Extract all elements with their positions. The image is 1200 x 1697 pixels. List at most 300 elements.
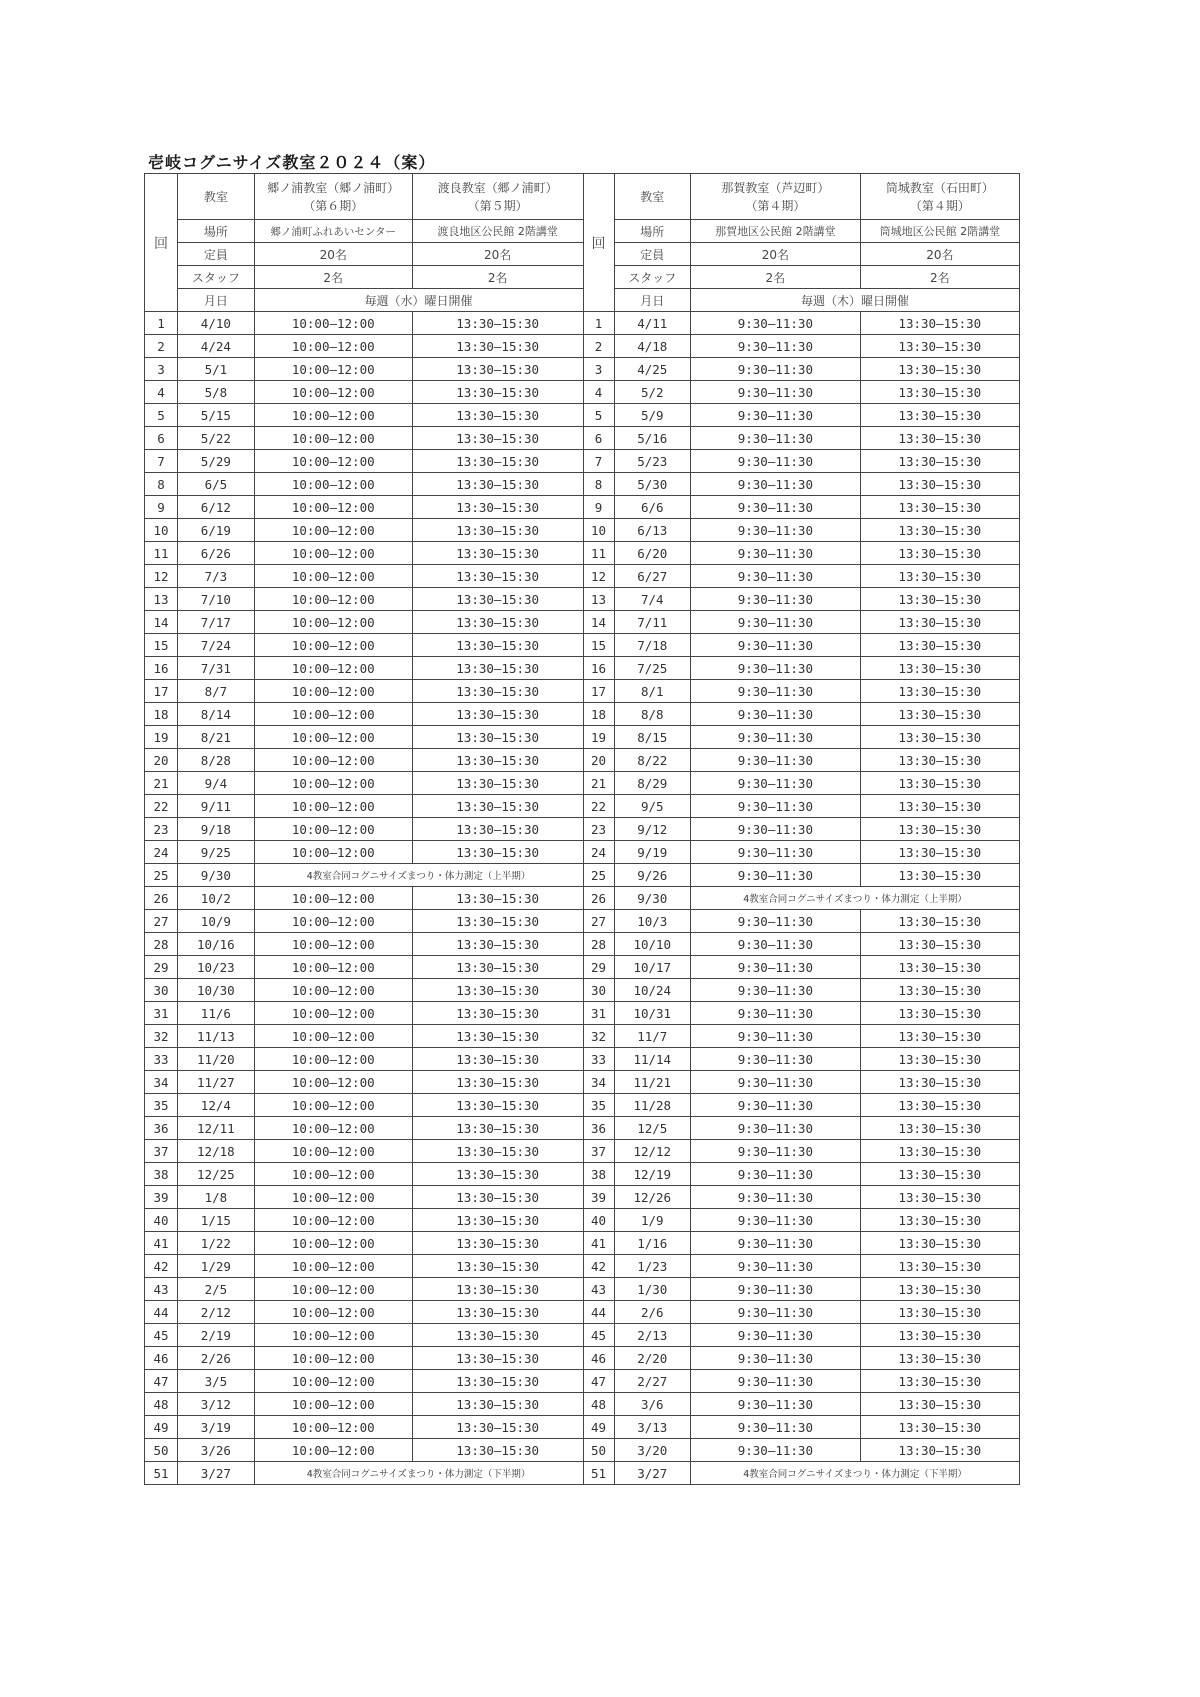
left-session-number: 48	[145, 1393, 178, 1416]
schedule-row	[145, 404, 1020, 427]
left-session-date: 3/5	[178, 1370, 255, 1393]
schedule-row	[145, 565, 1020, 588]
left-time-class-1: 10:00–12:00	[254, 1278, 412, 1301]
left-time-class-1: 10:00–12:00	[254, 1071, 412, 1094]
left-session-date: 12/4	[178, 1094, 255, 1117]
schedule-row	[145, 312, 1020, 335]
right-time-class-1: 9:30–11:30	[691, 818, 861, 841]
right-session-number: 41	[583, 1232, 614, 1255]
schedule-row	[145, 1324, 1020, 1347]
right-time-class-2: 13:30–15:30	[860, 680, 1019, 703]
right-session-number: 8	[583, 473, 614, 496]
left-session-number: 3	[145, 358, 178, 381]
left-session-date: 4/24	[178, 335, 255, 358]
right-session-number: 40	[583, 1209, 614, 1232]
schedule-row	[145, 1002, 1020, 1025]
right-session-number: 17	[583, 680, 614, 703]
right-session-date: 7/11	[614, 611, 691, 634]
right-session-date: 11/14	[614, 1048, 691, 1071]
header-row-date	[145, 289, 1020, 312]
right-session-date: 3/6	[614, 1393, 691, 1416]
left-session-date: 10/23	[178, 956, 255, 979]
right-session-number: 18	[583, 703, 614, 726]
left-time-class-1: 10:00–12:00	[254, 1094, 412, 1117]
left-session-date: 7/31	[178, 657, 255, 680]
right-session-number: 37	[583, 1140, 614, 1163]
right-session-date: 10/17	[614, 956, 691, 979]
right-time-class-2: 13:30–15:30	[860, 427, 1019, 450]
left-session-date: 9/18	[178, 818, 255, 841]
right-time-class-1: 9:30–11:30	[691, 634, 861, 657]
schedule-row	[145, 634, 1020, 657]
left-time-class-1: 10:00–12:00	[254, 427, 412, 450]
left-session-number: 46	[145, 1347, 178, 1370]
right-time-class-1: 9:30–11:30	[691, 1163, 861, 1186]
right-time-class-1: 9:30–11:30	[691, 1140, 861, 1163]
right-session-number: 42	[583, 1255, 614, 1278]
left-session-date: 3/26	[178, 1439, 255, 1462]
right-time-class-2: 13:30–15:30	[860, 772, 1019, 795]
left-time-class-2: 13:30–15:30	[412, 450, 583, 473]
right-time-class-2: 13:30–15:30	[860, 496, 1019, 519]
right-session-date: 8/22	[614, 749, 691, 772]
right-session-number: 29	[583, 956, 614, 979]
left-session-date: 12/18	[178, 1140, 255, 1163]
left-session-date: 1/29	[178, 1255, 255, 1278]
left-time-class-2: 13:30–15:30	[412, 933, 583, 956]
right-session-number: 24	[583, 841, 614, 864]
right-session-date: 8/29	[614, 772, 691, 795]
right-session-date: 6/6	[614, 496, 691, 519]
left-session-date: 3/12	[178, 1393, 255, 1416]
left-time-class-1: 10:00–12:00	[254, 910, 412, 933]
right-time-class-2: 13:30–15:30	[860, 956, 1019, 979]
left-session-date: 12/25	[178, 1163, 255, 1186]
right-session-date: 1/9	[614, 1209, 691, 1232]
schedule-row	[145, 657, 1020, 680]
right-time-class-2: 13:30–15:30	[860, 312, 1019, 335]
right-time-class-2: 13:30–15:30	[860, 1255, 1019, 1278]
left-session-date: 10/9	[178, 910, 255, 933]
right-time-class-2: 13:30–15:30	[860, 450, 1019, 473]
left-session-number: 49	[145, 1416, 178, 1439]
left-session-date: 6/19	[178, 519, 255, 542]
left-time-class-1: 10:00–12:00	[254, 795, 412, 818]
schedule-row	[145, 910, 1020, 933]
left-time-class-2: 13:30–15:30	[412, 1025, 583, 1048]
right-time-class-2: 13:30–15:30	[860, 381, 1019, 404]
right-session-date: 9/19	[614, 841, 691, 864]
right-session-number: 33	[583, 1048, 614, 1071]
left-session-date: 2/5	[178, 1278, 255, 1301]
right-session-number: 47	[583, 1370, 614, 1393]
schedule-row	[145, 1117, 1020, 1140]
right-session-date: 10/24	[614, 979, 691, 1002]
left-session-number: 51	[145, 1462, 178, 1485]
right-session-number: 43	[583, 1278, 614, 1301]
left-session-date: 11/13	[178, 1025, 255, 1048]
left-time-class-2: 13:30–15:30	[412, 381, 583, 404]
right-session-number: 1	[583, 312, 614, 335]
left-session-number: 6	[145, 427, 178, 450]
left-time-class-2: 13:30–15:30	[412, 1232, 583, 1255]
right-time-class-1: 9:30–11:30	[691, 772, 861, 795]
right-time-class-2: 13:30–15:30	[860, 1370, 1019, 1393]
right-time-class-1: 9:30–11:30	[691, 1117, 861, 1140]
right-session-number: 48	[583, 1393, 614, 1416]
left-session-number: 13	[145, 588, 178, 611]
left-session-number: 17	[145, 680, 178, 703]
left-class-2: 渡良教室（郷ノ浦町） （第５期）	[412, 174, 583, 220]
left-time-class-1: 10:00–12:00	[254, 358, 412, 381]
left-session-date: 3/27	[178, 1462, 255, 1485]
left-time-class-2: 13:30–15:30	[412, 979, 583, 1002]
left-session-number: 41	[145, 1232, 178, 1255]
right-time-class-1: 9:30–11:30	[691, 1048, 861, 1071]
right-session-number: 4	[583, 381, 614, 404]
right-time-class-1: 9:30–11:30	[691, 335, 861, 358]
right-time-class-1: 9:30–11:30	[691, 381, 861, 404]
left-time-class-1: 10:00–12:00	[254, 979, 412, 1002]
left-session-number: 20	[145, 749, 178, 772]
right-time-class-1: 9:30–11:30	[691, 864, 861, 887]
left-session-date: 5/22	[178, 427, 255, 450]
left-time-class-2: 13:30–15:30	[412, 1347, 583, 1370]
left-time-class-2: 13:30–15:30	[412, 1071, 583, 1094]
schedule-table	[144, 173, 1020, 1485]
right-staff-label: スタッフ	[614, 266, 691, 289]
left-session-date: 2/26	[178, 1347, 255, 1370]
right-time-class-1: 9:30–11:30	[691, 1025, 861, 1048]
right-session-date: 10/31	[614, 1002, 691, 1025]
schedule-row	[145, 933, 1020, 956]
left-time-class-1: 10:00–12:00	[254, 542, 412, 565]
left-time-class-1: 10:00–12:00	[254, 772, 412, 795]
left-time-class-1: 10:00–12:00	[254, 1186, 412, 1209]
right-session-date: 5/9	[614, 404, 691, 427]
right-session-number: 19	[583, 726, 614, 749]
left-joint-event: 4教室合同コグニサイズまつり・体力測定（上半期）	[254, 864, 583, 887]
left-session-number: 12	[145, 565, 178, 588]
right-time-class-1: 9:30–11:30	[691, 565, 861, 588]
right-time-class-2: 13:30–15:30	[860, 1094, 1019, 1117]
left-time-class-1: 10:00–12:00	[254, 1163, 412, 1186]
right-time-class-2: 13:30–15:30	[860, 1347, 1019, 1370]
right-session-date: 4/25	[614, 358, 691, 381]
left-session-date: 9/11	[178, 795, 255, 818]
left-time-class-2: 13:30–15:30	[412, 496, 583, 519]
right-time-class-1: 9:30–11:30	[691, 680, 861, 703]
left-session-number: 18	[145, 703, 178, 726]
right-session-number: 6	[583, 427, 614, 450]
right-time-class-2: 13:30–15:30	[860, 979, 1019, 1002]
left-time-class-2: 13:30–15:30	[412, 680, 583, 703]
left-session-number: 38	[145, 1163, 178, 1186]
header-row-capacity	[145, 243, 1020, 266]
right-time-class-1: 9:30–11:30	[691, 473, 861, 496]
left-time-class-1: 10:00–12:00	[254, 818, 412, 841]
schedule-row	[145, 1140, 1020, 1163]
left-capacity-2: 20名	[412, 243, 583, 266]
left-time-class-1: 10:00–12:00	[254, 588, 412, 611]
right-session-date: 11/21	[614, 1071, 691, 1094]
left-time-class-1: 10:00–12:00	[254, 1393, 412, 1416]
right-time-class-2: 13:30–15:30	[860, 1416, 1019, 1439]
right-session-date: 2/13	[614, 1324, 691, 1347]
left-time-class-2: 13:30–15:30	[412, 1163, 583, 1186]
right-time-class-2: 13:30–15:30	[860, 1140, 1019, 1163]
right-session-date: 10/3	[614, 910, 691, 933]
right-session-number: 5	[583, 404, 614, 427]
right-session-number: 36	[583, 1117, 614, 1140]
right-schedule-note: 毎週（木）曜日開催	[691, 289, 1020, 312]
right-session-number: 23	[583, 818, 614, 841]
right-time-class-1: 9:30–11:30	[691, 1094, 861, 1117]
right-session-number: 10	[583, 519, 614, 542]
left-session-date: 10/2	[178, 887, 255, 910]
right-class-label: 教室	[614, 174, 691, 220]
right-time-class-2: 13:30–15:30	[860, 795, 1019, 818]
left-time-class-2: 13:30–15:30	[412, 703, 583, 726]
right-session-number: 22	[583, 795, 614, 818]
left-session-date: 11/27	[178, 1071, 255, 1094]
left-session-date: 6/5	[178, 473, 255, 496]
left-session-date: 3/19	[178, 1416, 255, 1439]
left-session-date: 6/26	[178, 542, 255, 565]
right-time-class-2: 13:30–15:30	[860, 1393, 1019, 1416]
right-time-class-1: 9:30–11:30	[691, 841, 861, 864]
schedule-row	[145, 841, 1020, 864]
right-session-number: 38	[583, 1163, 614, 1186]
left-time-class-2: 13:30–15:30	[412, 427, 583, 450]
left-session-date: 7/17	[178, 611, 255, 634]
left-time-class-2: 13:30–15:30	[412, 1301, 583, 1324]
left-time-class-2: 13:30–15:30	[412, 657, 583, 680]
right-time-class-2: 13:30–15:30	[860, 703, 1019, 726]
left-session-date: 5/29	[178, 450, 255, 473]
schedule-row	[145, 381, 1020, 404]
right-session-date: 5/23	[614, 450, 691, 473]
left-time-class-2: 13:30–15:30	[412, 473, 583, 496]
right-time-class-1: 9:30–11:30	[691, 427, 861, 450]
left-time-class-1: 10:00–12:00	[254, 496, 412, 519]
right-session-date: 8/8	[614, 703, 691, 726]
left-time-class-1: 10:00–12:00	[254, 726, 412, 749]
right-session-number: 3	[583, 358, 614, 381]
left-time-class-2: 13:30–15:30	[412, 910, 583, 933]
left-staff-2: 2名	[412, 266, 583, 289]
left-session-number: 31	[145, 1002, 178, 1025]
left-session-number: 5	[145, 404, 178, 427]
left-time-class-1: 10:00–12:00	[254, 933, 412, 956]
right-time-class-2: 13:30–15:30	[860, 1117, 1019, 1140]
left-session-number: 14	[145, 611, 178, 634]
schedule-row	[145, 450, 1020, 473]
left-session-date: 8/14	[178, 703, 255, 726]
left-session-number: 50	[145, 1439, 178, 1462]
right-time-class-2: 13:30–15:30	[860, 864, 1019, 887]
right-session-number: 25	[583, 864, 614, 887]
left-time-class-2: 13:30–15:30	[412, 818, 583, 841]
right-place-2: 筒城地区公民館 2階講堂	[860, 220, 1019, 243]
right-session-date: 7/18	[614, 634, 691, 657]
left-time-class-1: 10:00–12:00	[254, 1324, 412, 1347]
left-capacity-1: 20名	[254, 243, 412, 266]
left-time-class-1: 10:00–12:00	[254, 335, 412, 358]
schedule-row	[145, 1347, 1020, 1370]
left-time-class-2: 13:30–15:30	[412, 841, 583, 864]
right-session-date: 3/20	[614, 1439, 691, 1462]
right-session-number: 26	[583, 887, 614, 910]
left-time-class-2: 13:30–15:30	[412, 1186, 583, 1209]
right-session-number: 39	[583, 1186, 614, 1209]
left-time-class-1: 10:00–12:00	[254, 657, 412, 680]
right-time-class-1: 9:30–11:30	[691, 1301, 861, 1324]
right-session-date: 8/1	[614, 680, 691, 703]
right-session-date: 12/26	[614, 1186, 691, 1209]
left-session-date: 8/28	[178, 749, 255, 772]
left-time-class-1: 10:00–12:00	[254, 1370, 412, 1393]
left-kai-header: 回	[145, 174, 178, 312]
right-time-class-2: 13:30–15:30	[860, 818, 1019, 841]
left-session-date: 11/6	[178, 1002, 255, 1025]
schedule-row	[145, 1048, 1020, 1071]
left-time-class-1: 10:00–12:00	[254, 703, 412, 726]
schedule-row	[145, 795, 1020, 818]
left-session-date: 1/8	[178, 1186, 255, 1209]
left-session-number: 30	[145, 979, 178, 1002]
left-place-2: 渡良地区公民館 2階講堂	[412, 220, 583, 243]
schedule-row	[145, 519, 1020, 542]
right-time-class-1: 9:30–11:30	[691, 1186, 861, 1209]
schedule-row	[145, 1186, 1020, 1209]
left-time-class-1: 10:00–12:00	[254, 1002, 412, 1025]
left-session-number: 8	[145, 473, 178, 496]
left-session-date: 2/12	[178, 1301, 255, 1324]
right-session-date: 2/6	[614, 1301, 691, 1324]
left-session-date: 1/22	[178, 1232, 255, 1255]
right-session-date: 11/28	[614, 1094, 691, 1117]
left-time-class-1: 10:00–12:00	[254, 1232, 412, 1255]
schedule-row	[145, 473, 1020, 496]
left-time-class-1: 10:00–12:00	[254, 634, 412, 657]
left-session-number: 39	[145, 1186, 178, 1209]
schedule-row	[145, 1071, 1020, 1094]
left-date-label: 月日	[178, 289, 255, 312]
left-session-number: 19	[145, 726, 178, 749]
schedule-row	[145, 680, 1020, 703]
right-session-number: 49	[583, 1416, 614, 1439]
schedule-row	[145, 772, 1020, 795]
left-time-class-1: 10:00–12:00	[254, 565, 412, 588]
right-time-class-2: 13:30–15:30	[860, 841, 1019, 864]
left-session-number: 34	[145, 1071, 178, 1094]
header-row-staff	[145, 266, 1020, 289]
left-time-class-2: 13:30–15:30	[412, 726, 583, 749]
left-session-number: 36	[145, 1117, 178, 1140]
schedule-row	[145, 979, 1020, 1002]
right-session-date: 8/15	[614, 726, 691, 749]
left-session-number: 27	[145, 910, 178, 933]
left-session-date: 10/30	[178, 979, 255, 1002]
header-row-class	[145, 174, 1020, 220]
right-session-number: 12	[583, 565, 614, 588]
left-time-class-1: 10:00–12:00	[254, 749, 412, 772]
right-staff-2: 2名	[860, 266, 1019, 289]
schedule-row	[145, 749, 1020, 772]
right-date-label: 月日	[614, 289, 691, 312]
right-session-number: 50	[583, 1439, 614, 1462]
right-class-2: 筒城教室（石田町） （第４期）	[860, 174, 1019, 220]
left-session-number: 43	[145, 1278, 178, 1301]
right-time-class-2: 13:30–15:30	[860, 657, 1019, 680]
right-session-date: 9/26	[614, 864, 691, 887]
right-time-class-1: 9:30–11:30	[691, 1393, 861, 1416]
schedule-row	[145, 1301, 1020, 1324]
right-session-number: 28	[583, 933, 614, 956]
left-session-number: 40	[145, 1209, 178, 1232]
left-session-number: 29	[145, 956, 178, 979]
right-time-class-2: 13:30–15:30	[860, 1002, 1019, 1025]
left-session-date: 2/19	[178, 1324, 255, 1347]
left-class-1: 郷ノ浦教室（郷ノ浦町） （第６期）	[254, 174, 412, 220]
left-time-class-1: 10:00–12:00	[254, 1439, 412, 1462]
left-time-class-2: 13:30–15:30	[412, 1255, 583, 1278]
right-time-class-2: 13:30–15:30	[860, 358, 1019, 381]
left-time-class-2: 13:30–15:30	[412, 1140, 583, 1163]
left-session-number: 45	[145, 1324, 178, 1347]
right-time-class-1: 9:30–11:30	[691, 956, 861, 979]
left-session-date: 7/24	[178, 634, 255, 657]
left-session-number: 35	[145, 1094, 178, 1117]
schedule-row	[145, 588, 1020, 611]
right-session-date: 4/11	[614, 312, 691, 335]
left-session-date: 6/12	[178, 496, 255, 519]
right-time-class-2: 13:30–15:30	[860, 1324, 1019, 1347]
schedule-row	[145, 1370, 1020, 1393]
right-time-class-1: 9:30–11:30	[691, 657, 861, 680]
right-session-number: 9	[583, 496, 614, 519]
right-session-number: 46	[583, 1347, 614, 1370]
schedule-row	[145, 1393, 1020, 1416]
right-time-class-2: 13:30–15:30	[860, 1232, 1019, 1255]
left-time-class-1: 10:00–12:00	[254, 956, 412, 979]
left-session-date: 4/10	[178, 312, 255, 335]
right-time-class-2: 13:30–15:30	[860, 1048, 1019, 1071]
left-session-date: 8/21	[178, 726, 255, 749]
left-session-number: 33	[145, 1048, 178, 1071]
left-session-number: 16	[145, 657, 178, 680]
left-time-class-1: 10:00–12:00	[254, 1255, 412, 1278]
right-session-date: 5/30	[614, 473, 691, 496]
right-time-class-1: 9:30–11:30	[691, 726, 861, 749]
left-session-date: 10/16	[178, 933, 255, 956]
document-title: 壱岐コグニサイズ教室２０２４（案）	[148, 153, 436, 172]
left-session-date: 7/3	[178, 565, 255, 588]
left-session-date: 12/11	[178, 1117, 255, 1140]
left-time-class-2: 13:30–15:30	[412, 1370, 583, 1393]
right-time-class-1: 9:30–11:30	[691, 1232, 861, 1255]
left-session-number: 26	[145, 887, 178, 910]
schedule-row	[145, 726, 1020, 749]
left-time-class-2: 13:30–15:30	[412, 1209, 583, 1232]
left-session-number: 4	[145, 381, 178, 404]
right-session-date: 5/16	[614, 427, 691, 450]
right-time-class-2: 13:30–15:30	[860, 542, 1019, 565]
right-time-class-1: 9:30–11:30	[691, 312, 861, 335]
right-time-class-2: 13:30–15:30	[860, 1163, 1019, 1186]
right-time-class-2: 13:30–15:30	[860, 565, 1019, 588]
